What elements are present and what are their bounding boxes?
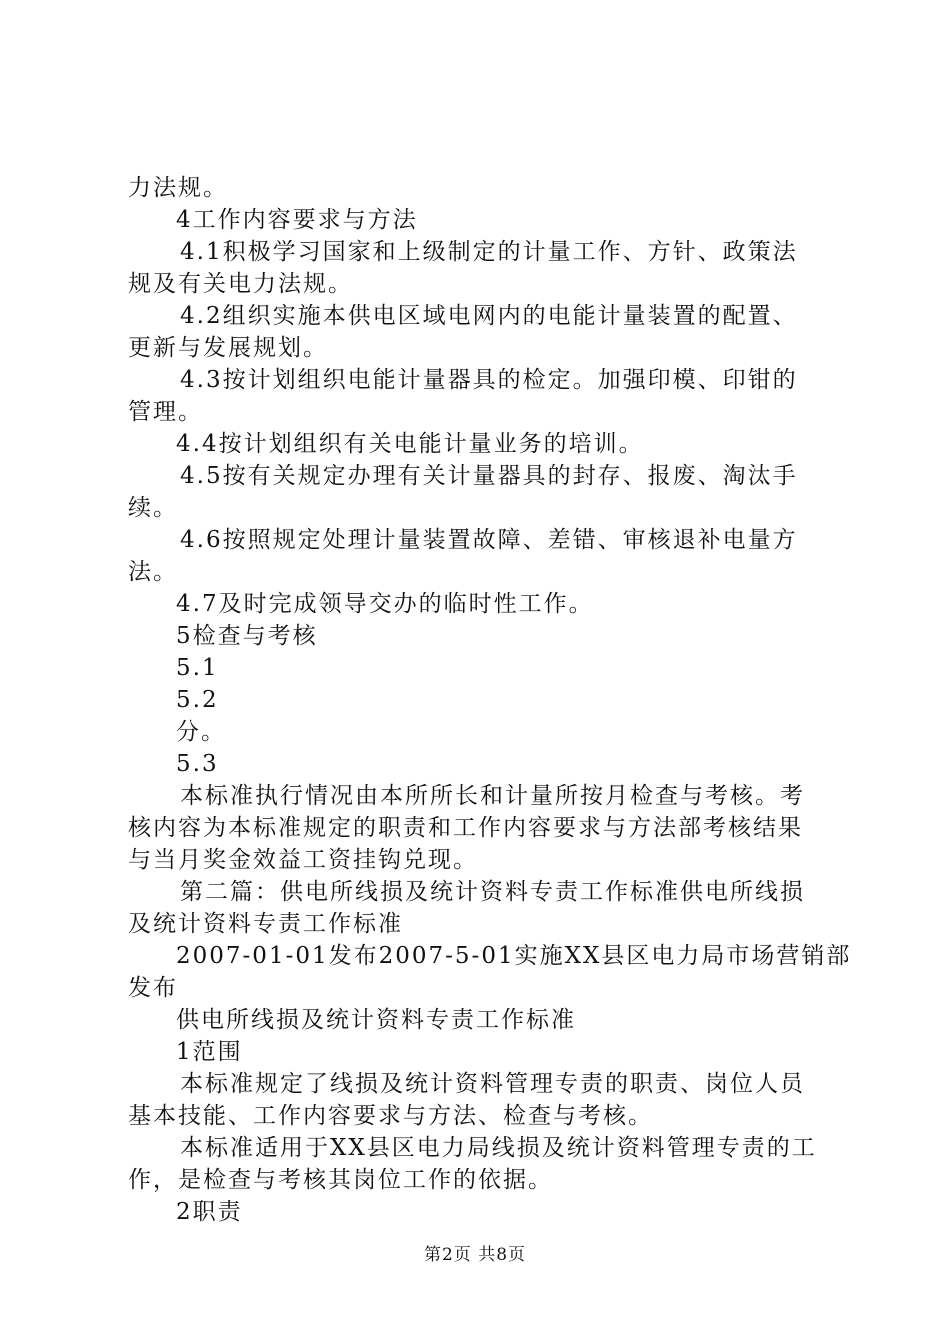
text-line: 4工作内容要求与方法 xyxy=(176,207,418,233)
text-line: 5.2 xyxy=(176,687,219,713)
text-line: 4.7及时完成领导交办的临时性工作。 xyxy=(176,591,594,617)
text-line: 基本技能、工作内容要求与方法、检查与考核。 xyxy=(128,1103,653,1129)
text-line: 4.2组织实施本供电区域电网内的电能计量装置的配置、 xyxy=(180,303,798,329)
text-line: 5.3 xyxy=(176,751,219,777)
text-line: 4.5按有关规定办理有关计量器具的封存、报废、淘汰手 xyxy=(180,463,798,489)
text-line: 第二篇：供电所线损及统计资料专责工作标准供电所线损 xyxy=(180,879,805,905)
text-line: 核内容为本标准规定的职责和工作内容要求与方法部考核结果 xyxy=(128,815,803,841)
text-line: 力法规。 xyxy=(128,175,228,201)
text-line: 管理。 xyxy=(128,399,203,425)
text-line: 4.3按计划组织电能计量器具的检定。加强印模、印钳的 xyxy=(180,367,798,393)
text-line: 供电所线损及统计资料专责工作标准 xyxy=(176,1007,576,1033)
text-line: 发布 xyxy=(128,975,178,1001)
text-line: 本标准执行情况由本所所长和计量所按月检查与考核。考 xyxy=(180,783,805,809)
text-line: 本标准规定了线损及统计资料管理专责的职责、岗位人员 xyxy=(180,1071,805,1097)
text-line: 作，是检查与考核其岗位工作的依据。 xyxy=(128,1167,553,1193)
page-footer: 第2页 共8页 xyxy=(423,1245,527,1265)
text-line: 规及有关电力法规。 xyxy=(128,271,353,297)
text-line: 分。 xyxy=(176,719,226,745)
text-line: 2职责 xyxy=(176,1199,243,1225)
text-line: 4.6按照规定处理计量装置故障、差错、审核退补电量方 xyxy=(180,527,798,553)
text-line: 续。 xyxy=(128,495,178,521)
text-line: 4.4按计划组织有关电能计量业务的培训。 xyxy=(176,431,644,457)
text-line: 1范围 xyxy=(176,1039,243,1065)
text-line: 5检查与考核 xyxy=(176,623,318,649)
text-line: 与当月奖金效益工资挂钩兑现。 xyxy=(128,847,478,873)
text-line: 5.1 xyxy=(176,655,219,681)
text-line: 法。 xyxy=(128,559,178,585)
text-line: 本标准适用于XX县区电力局线损及统计资料管理专责的工 xyxy=(180,1135,817,1161)
text-line: 更新与发展规划。 xyxy=(128,335,328,361)
document-body xyxy=(128,172,852,1228)
text-line: 2007-01-01发布2007-5-01实施XX县区电力局市场营销部 xyxy=(176,943,852,969)
text-line: 4.1积极学习国家和上级制定的计量工作、方针、政策法 xyxy=(180,239,798,265)
text-line: 及统计资料专责工作标准 xyxy=(128,911,403,937)
